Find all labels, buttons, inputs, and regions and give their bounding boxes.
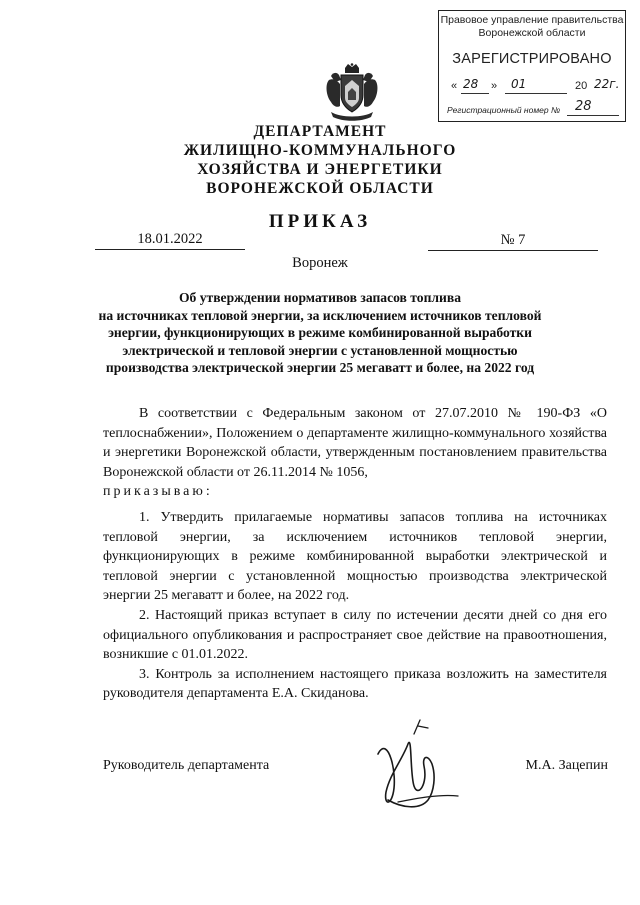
stamp-date: [451, 77, 621, 95]
preamble-paragraph: В соответствии с Федеральным законом от 27.07.2010 № 190-ФЗ «О теплоснабжении», Положением о департаменте жилищно-коммунального хозяйства и энергетики Воронежской области, утвержденным постановлением правительства Воронежской области от 26.11.2014 № 1056, приказываю:: [103, 404, 607, 502]
signatory-title: Руководитель департамента: [103, 758, 270, 773]
order-number-line: [428, 250, 598, 251]
stamp-year-prefix: 20: [575, 80, 588, 92]
item-1-paragraph: 1. Утвердить прилагаемые нормативы запасов топлива на источниках тепловой энергии, за исключением источников тепловой энергии, функционирующих в режиме комбинированной выработки электрической и тепловой энергии с установленной мощностью производства электрической энергии 25 мегаватт и более, на 2022 год.: [103, 509, 607, 604]
stamp-registered-label: ЗАРЕГИСТРИРОВАНО: [452, 51, 612, 67]
order-title: ПРИКАЗ: [268, 211, 372, 232]
stamp-quote-open: «: [451, 80, 458, 92]
signatory-name: М.А. Зацепин: [525, 758, 608, 773]
stamp-organization: Правовое управление правительства Воронежской области: [440, 14, 624, 39]
handwritten-signature: [358, 714, 468, 814]
stamp-reg-number: 28: [575, 99, 592, 114]
stamp-year-suffix: 22г.: [594, 77, 620, 91]
order-city: Воронеж: [292, 255, 348, 271]
order-date-line: [95, 249, 245, 250]
orders-word: приказываю:: [103, 484, 213, 500]
order-body: [103, 404, 607, 704]
order-subject: Об утверждении нормативов запасов топлива на источниках тепловой энергии, за исключением источников тепловой энергии, функционирующих в режиме комбинированной выработки электрической и тепловой энергии с установленной мощностью производства электрической энергии 25 мегаватт и более, на 2022 год: [98, 290, 542, 376]
stamp-month-line: [505, 93, 567, 94]
coat-of-arms-icon: [321, 62, 383, 124]
order-date: 18.01.2022: [137, 231, 203, 247]
stamp-reg-number-line: [567, 115, 619, 116]
stamp-month: 01: [511, 77, 527, 91]
stamp-reg-number-label: Регистрационный номер №: [447, 105, 561, 115]
stamp-quote-close: »: [491, 80, 498, 92]
order-number: № 7: [500, 232, 526, 248]
stamp-day-line: [461, 93, 489, 94]
stamp-day: 28: [463, 77, 479, 91]
department-name: ДЕПАРТАМЕНТ ЖИЛИЩНО-КОММУНАЛЬНОГО ХОЗЯЙСТВА И ЭНЕРГЕТИКИ ВОРОНЕЖСКОЙ ОБЛАСТИ: [183, 123, 457, 197]
item-2-paragraph: 2. Настоящий приказ вступает в силу по истечении десяти дней со дня его официального опубликования и распространяет свое действие на правоотношения, возникшие с 01.01.2022.: [103, 607, 607, 663]
registration-stamp: [438, 10, 626, 122]
item-3-paragraph: 3. Контроль за исполнением настоящего приказа возложить на заместителя руководителя департамента Е.А. Скиданова.: [103, 666, 607, 702]
